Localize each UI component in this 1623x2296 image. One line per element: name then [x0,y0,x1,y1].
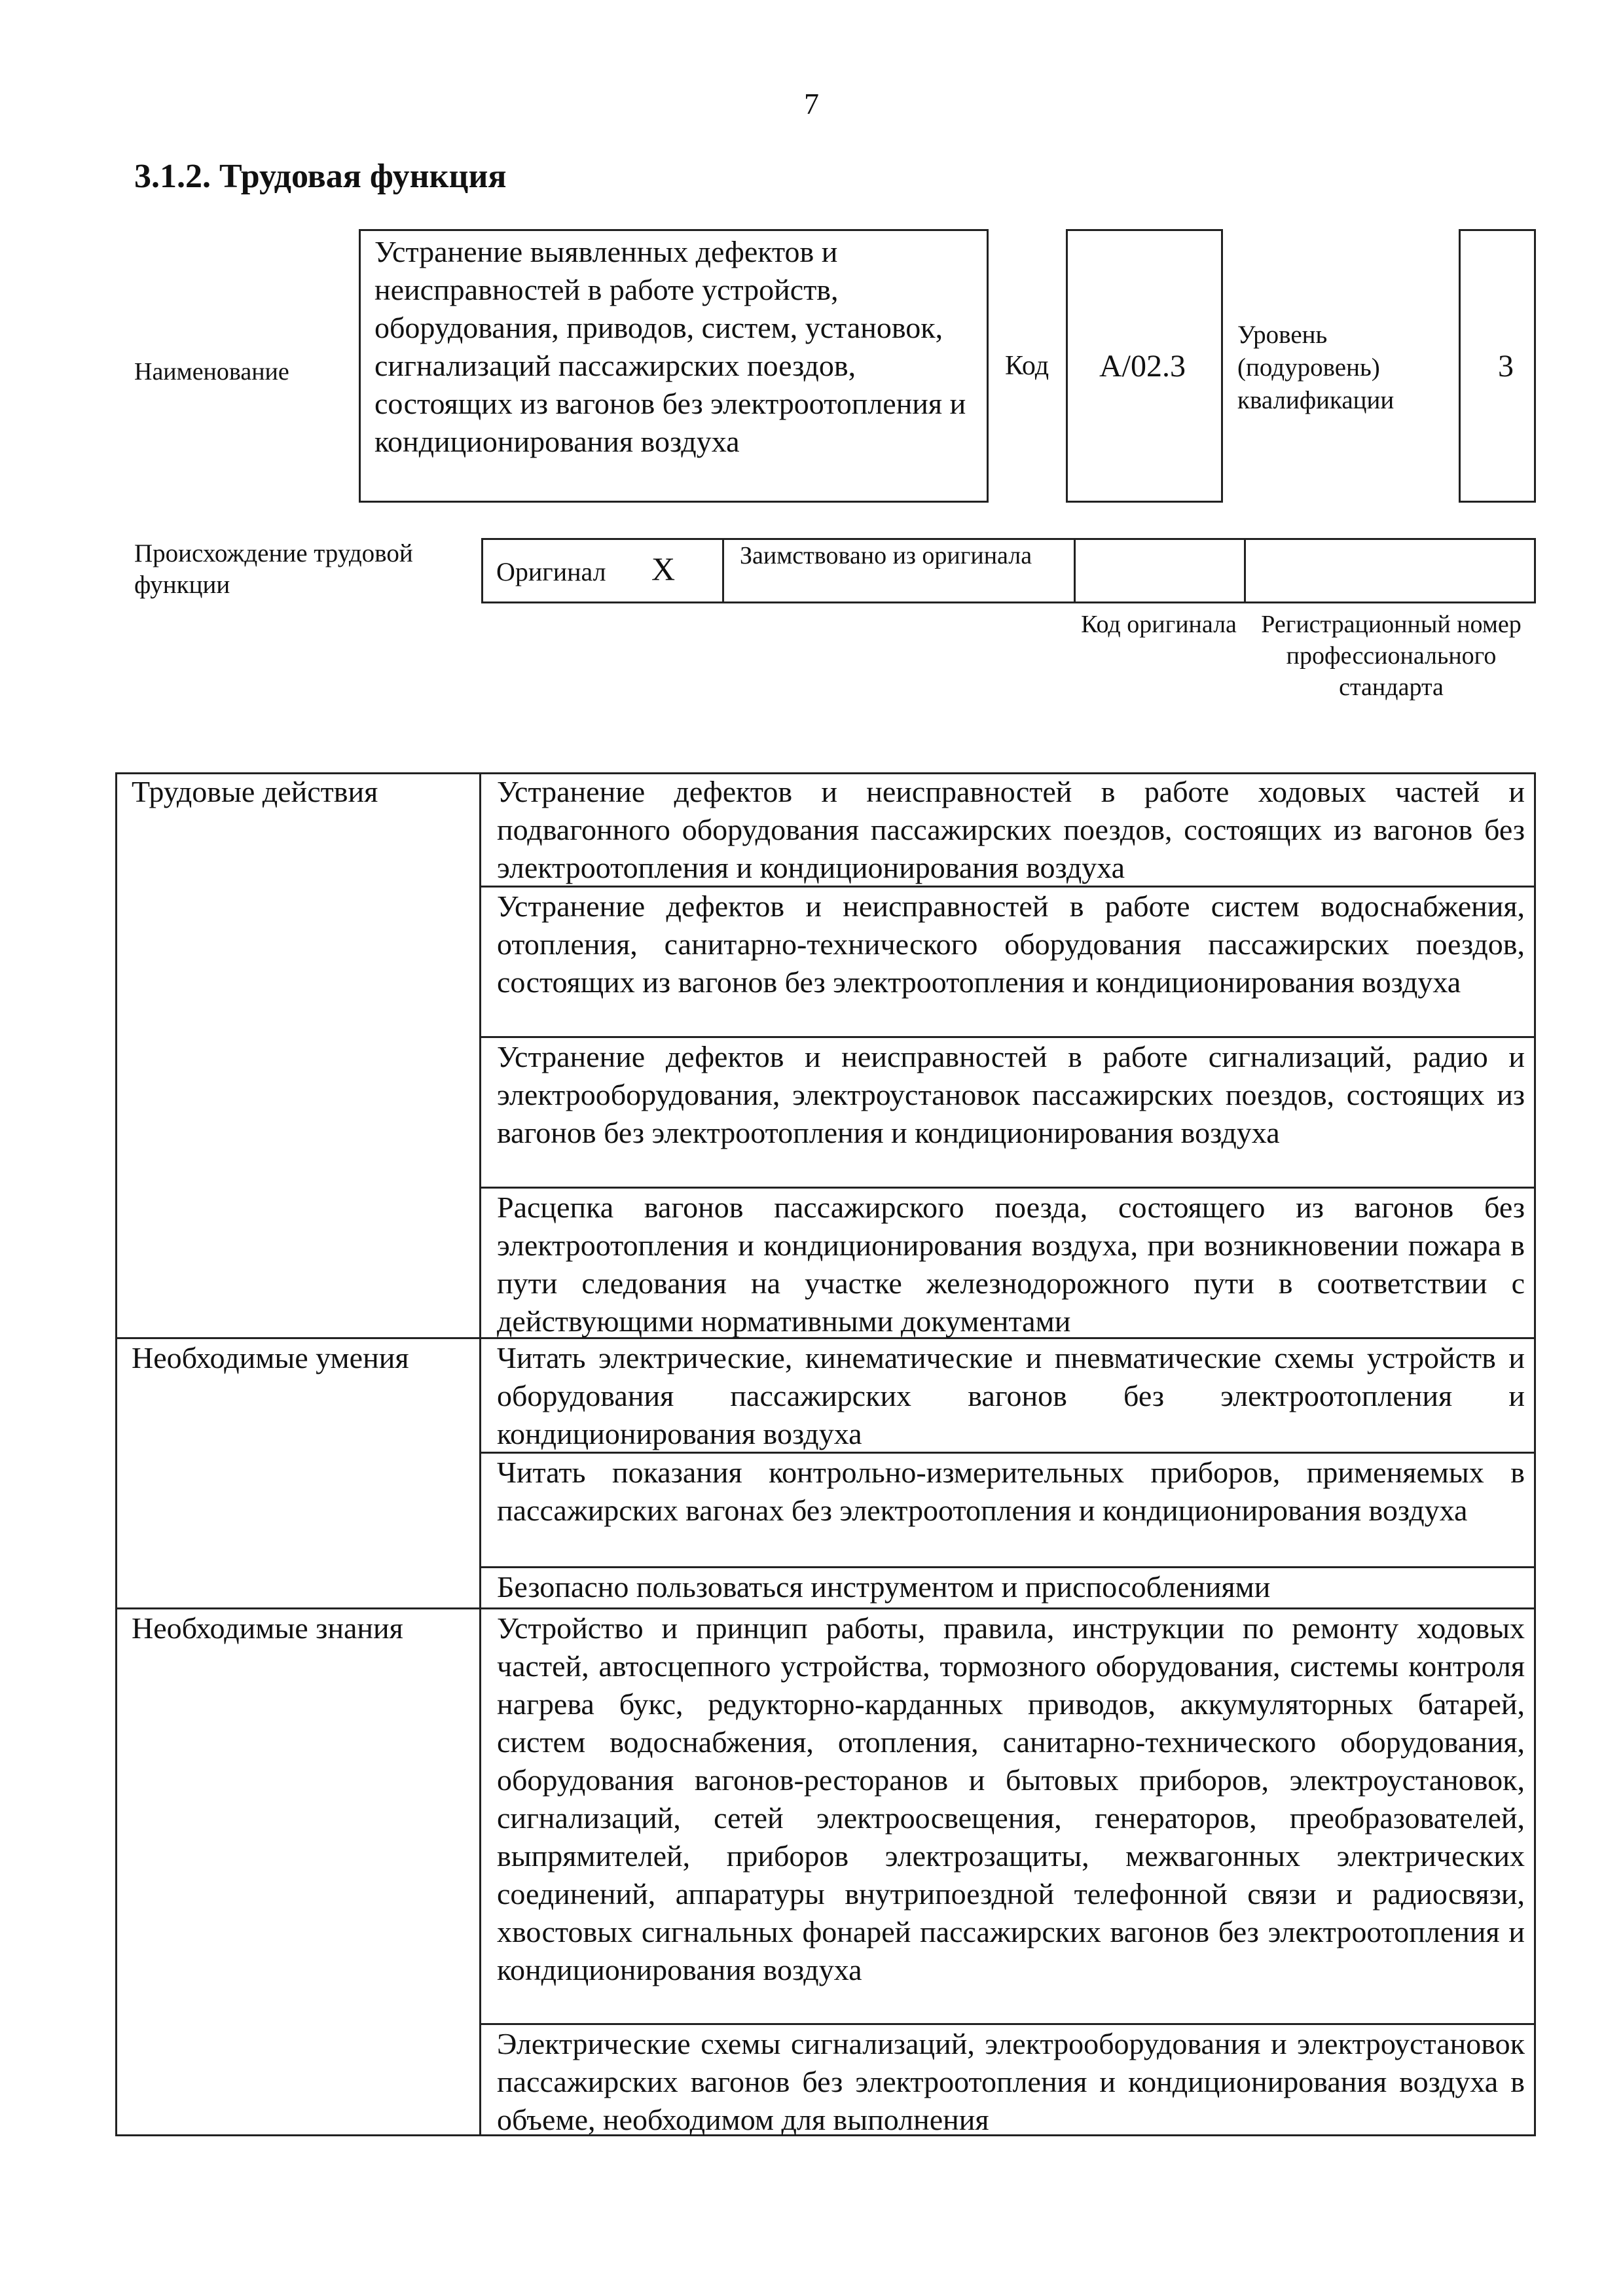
code-label: Код [1005,351,1049,381]
action-item: Устранение дефектов и неисправностей в работе ходовых частей и подвагонного оборудования пассажирских поездов, состоящих из вагонов без электроотопления и кондиционирования воздуха [497,775,1525,884]
function-name: Устранение выявленных дефектов и неисправностей в работе устройств, оборудования, приводов, систем, установок, сигнализаций пассажирских поездов, состоящих из вагонов без электроотопления и кондиционирования воздуха [374,235,966,458]
knowledge-item: Электрические схемы сигнализаций, электрооборудования и электроустановок пассажирских вагонов без электроотопления и кондиционирования воздуха в объеме, необходимом для выполнения [497,2027,1525,2136]
reg-caption: Регистрационный номер профессионального стандарта [1261,611,1522,701]
action-item: Устранение дефектов и неисправностей в работе систем водоснабжения, отопления, санитарно-технического оборудования пассажирских поездов, состоящих из вагонов без электроотопления и кондиционирования воздуха [497,889,1525,999]
skill-item: Читать электрические, кинематические и пневматические схемы устройств и оборудования пассажирских вагонов без электроотопления и кондиционирования воздуха [497,1341,1525,1450]
action-item: Устранение дефектов и неисправностей в работе сигнализаций, радио и электрооборудования, электроустановок пассажирских поездов, состоящих из вагонов без электроотопления и кондиционирования воздуха [497,1040,1525,1149]
section-title: 3.1.2. Трудовая функция [134,158,507,195]
origin-divider-2 [1074,538,1076,603]
skill-item: Читать показания контрольно-измерительных приборов, применяемых в пассажирских вагонах без электроотопления и кондиционирования воздуха [497,1456,1525,1527]
code-value: А/02.3 [1099,349,1186,384]
origin-divider-3 [1244,538,1246,603]
actions-label: Трудовые действия [132,775,378,808]
level-label: Уровень (подуровень) квалификации [1237,321,1395,414]
level-value: 3 [1498,349,1514,384]
code-caption: Код оригинала [1081,611,1237,638]
knowledge-label: Необходимые знания [132,1611,403,1645]
skills-label: Необходимые умения [132,1341,409,1374]
origin-label: Происхождение трудовой функции [134,539,413,599]
original-mark: X [651,550,676,587]
original-label: Оригинал [496,557,606,586]
action-item: Расцепка вагонов пассажирского поезда, состоящего из вагонов без электроотопления и кондиционирования воздуха, при возникновении пожара в пути следования на участке железнодорожного пути в соответствии с действующими нормативными документами [497,1191,1525,1338]
knowledge-item: Устройство и принцип работы, правила, инструкции по ремонту ходовых частей, автосцепного устройства, тормозного оборудования, системы контроля нагрева букс, редукторно-карданных приводов, аккумуляторных батарей, систем водоснабжения, отопления, санитарно-технического оборудования, оборудования вагонов-ресторанов и бытовых приборов, электроустановок, сигнализаций, сетей электроосвещения, генераторов, преобразователей, выпрямителей, приборов электрозащиты, межвагонных электрических соединений, аппаратуры внутрипоездной телефонной связи и радиосвязи, хвостовых сигнальных фонарей пассажирских вагонов без электроотопления и кондиционирования воздуха [497,1611,1525,1986]
function-table [115,772,1536,2136]
table-column-divider [479,774,481,2134]
page-number: 7 [804,87,819,120]
borrowed-label: Заимствовано из оригинала [740,542,1032,569]
origin-divider-1 [722,538,724,603]
name-label: Наименование [134,358,289,386]
skill-item: Безопасно пользоваться инструментом и приспособлениями [497,1570,1271,1604]
